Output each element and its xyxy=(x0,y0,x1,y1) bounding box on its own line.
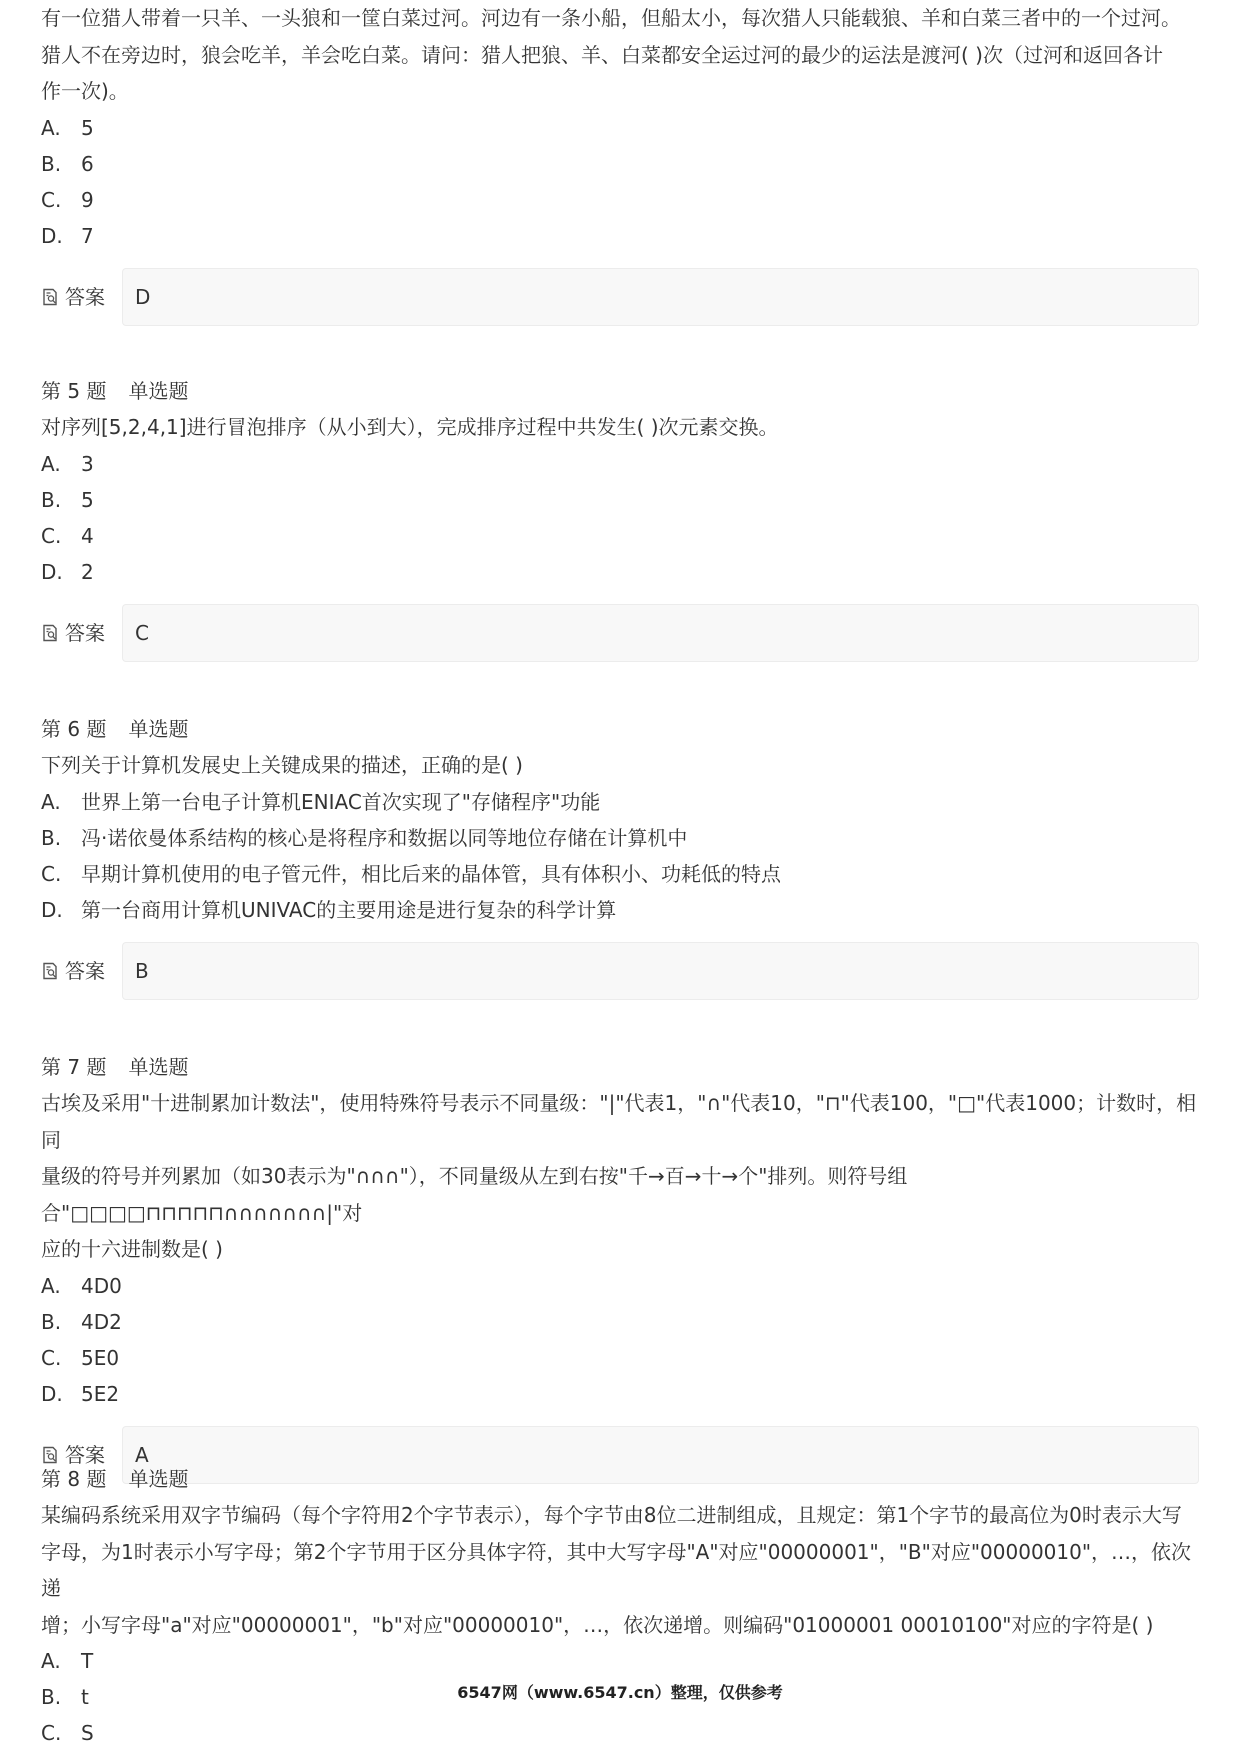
answer-row xyxy=(41,942,1199,1000)
question-header xyxy=(41,373,1199,409)
answer-doc-icon xyxy=(41,962,59,980)
option-a xyxy=(41,110,1199,146)
answer-box: D xyxy=(122,268,1199,326)
option-d xyxy=(41,554,1199,590)
option-key: C. xyxy=(41,861,62,886)
option-key: B. xyxy=(41,1309,62,1334)
question-text-line: 量级的符号并列累加（如30表示为"∩∩∩"），不同量级从左到右按"千→百→十→个"排列。则符号组合"□□□□⊓⊓⊓⊓⊓∩∩∩∩∩∩∩|"对 xyxy=(41,1164,908,1225)
option-key: B. xyxy=(41,1685,62,1709)
options-list xyxy=(41,784,1199,928)
answer-label xyxy=(41,942,122,1000)
option-text: 4D2 xyxy=(81,1309,122,1334)
question-type: 单选题 xyxy=(128,1055,189,1079)
answer-box: B xyxy=(122,942,1199,1000)
option-key: B. xyxy=(41,151,62,176)
option-d xyxy=(41,1376,1199,1412)
question-text-line: 作一次)。 xyxy=(41,79,129,103)
option-text: 4 xyxy=(81,523,94,548)
options-list xyxy=(41,446,1199,590)
option-a xyxy=(41,784,1199,820)
answer-label-text: 答案 xyxy=(65,620,105,645)
option-key: D. xyxy=(41,559,63,584)
option-text: 2 xyxy=(81,559,94,584)
option-d xyxy=(41,892,1199,928)
question-number: 第 5 题 xyxy=(41,379,107,403)
option-d xyxy=(41,218,1199,254)
option-a xyxy=(41,1643,1199,1679)
option-c xyxy=(41,1715,1199,1751)
option-text: t xyxy=(81,1685,89,1709)
option-text: 5E0 xyxy=(81,1345,120,1370)
question-6 xyxy=(41,711,1199,1000)
question-text-line: 猎人不在旁边时，狼会吃羊，羊会吃白菜。请问：猎人把狼、羊、白菜都安全运过河的最少的运法是渡河( )次（过河和返回各计 xyxy=(41,42,1163,67)
question-number: 第 6 题 xyxy=(41,717,107,741)
question-type: 单选题 xyxy=(128,1467,189,1491)
question-text-line: 古埃及采用"十进制累加计数法"，使用特殊符号表示不同量级："|"代表1，"∩"代表10，"⊓"代表100，"□"代表1000；计数时，相同 xyxy=(41,1091,1197,1152)
question-text-line: 对序列[5,2,4,1]进行冒泡排序（从小到大），完成排序过程中共发生( )次元素交换。 xyxy=(41,415,779,439)
answer-box: A xyxy=(122,1426,1199,1484)
question-header xyxy=(41,1461,1199,1497)
option-c xyxy=(41,1340,1199,1376)
option-text: 4D0 xyxy=(81,1273,122,1298)
option-key: A. xyxy=(41,789,61,814)
option-b xyxy=(41,482,1199,518)
answer-label-text: 答案 xyxy=(65,958,105,983)
question-type: 单选题 xyxy=(128,717,189,741)
option-text: T xyxy=(81,1649,94,1673)
answer-row xyxy=(41,268,1199,326)
question-type: 单选题 xyxy=(128,379,189,403)
option-c xyxy=(41,182,1199,218)
options-list xyxy=(41,1268,1199,1412)
question-number: 第 7 题 xyxy=(41,1055,107,1079)
answer-doc-icon xyxy=(41,624,59,642)
option-key: B. xyxy=(41,487,62,512)
answer-label xyxy=(41,268,122,326)
answer-doc-icon xyxy=(41,288,59,306)
option-key: D. xyxy=(41,223,63,248)
option-text: 7 xyxy=(81,223,94,248)
option-text: 世界上第一台电子计算机ENIAC首次实现了"存储程序"功能 xyxy=(81,789,601,814)
question-4 xyxy=(41,0,1199,326)
option-key: A. xyxy=(41,115,61,140)
option-text: 3 xyxy=(81,451,94,476)
answer-box: C xyxy=(122,604,1199,662)
question-header xyxy=(41,711,1199,747)
option-a xyxy=(41,446,1199,482)
option-key: A. xyxy=(41,1649,61,1673)
option-text: 冯·诺依曼体系结构的核心是将程序和数据以同等地位存储在计算机中 xyxy=(81,825,688,850)
option-text: 5 xyxy=(81,487,94,512)
option-text: S xyxy=(81,1721,94,1745)
option-key: C. xyxy=(41,187,62,212)
option-text: 早期计算机使用的电子管元件，相比后来的晶体管，具有体积小、功耗低的特点 xyxy=(81,861,781,886)
option-key: A. xyxy=(41,1273,61,1298)
question-5 xyxy=(41,373,1199,662)
question-7 xyxy=(41,1049,1199,1484)
question-header xyxy=(41,1049,1199,1085)
option-key: B. xyxy=(41,825,62,850)
question-text-line: 某编码系统采用双字节编码（每个字符用2个字节表示），每个字节由8位二进制组成，且规定：第1个字节的最高位为0时表示大写 xyxy=(41,1503,1182,1527)
question-text-line: 字母，为1时表示小写字母；第2个字节用于区分具体字符，其中大写字母"A"对应"00000001"，"B"对应"00000010"，…，依次递 xyxy=(41,1539,1192,1600)
answer-label xyxy=(41,604,122,662)
option-key: D. xyxy=(41,897,63,922)
answer-row xyxy=(41,604,1199,662)
answer-label-text: 答案 xyxy=(65,1442,105,1467)
option-c xyxy=(41,856,1199,892)
question-text-line: 应的十六进制数是( ) xyxy=(41,1237,223,1261)
options-list xyxy=(41,110,1199,254)
question-text-line: 有一位猎人带着一只羊、一头狼和一筐白菜过河。河边有一条小船，但船太小，每次猎人只能载狼、羊和白菜三者中的一个过河。 xyxy=(41,6,1181,30)
answer-label-text: 答案 xyxy=(65,284,105,309)
page-footer: 6547网（www.6547.cn）整理，仅供参考 xyxy=(457,1683,783,1702)
option-b xyxy=(41,820,1199,856)
option-b xyxy=(41,146,1199,182)
option-a xyxy=(41,1268,1199,1304)
question-8 xyxy=(41,1461,1199,1751)
option-key: C. xyxy=(41,1721,62,1745)
option-text: 5 xyxy=(81,115,94,140)
option-key: C. xyxy=(41,523,62,548)
option-key: D. xyxy=(41,1381,63,1406)
option-text: 第一台商用计算机UNIVAC的主要用途是进行复杂的科学计算 xyxy=(81,897,617,922)
option-text: 6 xyxy=(81,151,94,176)
option-c xyxy=(41,518,1199,554)
question-text-line: 增；小写字母"a"对应"00000001"，"b"对应"00000010"，…，依次递增。则编码"01000001 00010100"对应的字符是( ) xyxy=(41,1612,1154,1637)
option-key: C. xyxy=(41,1345,62,1370)
option-text: 5E2 xyxy=(81,1381,120,1406)
option-b xyxy=(41,1304,1199,1340)
question-number: 第 8 题 xyxy=(41,1467,107,1491)
question-text-line: 下列关于计算机发展史上关键成果的描述，正确的是( ) xyxy=(41,753,523,777)
option-text: 9 xyxy=(81,187,94,212)
option-key: A. xyxy=(41,451,61,476)
